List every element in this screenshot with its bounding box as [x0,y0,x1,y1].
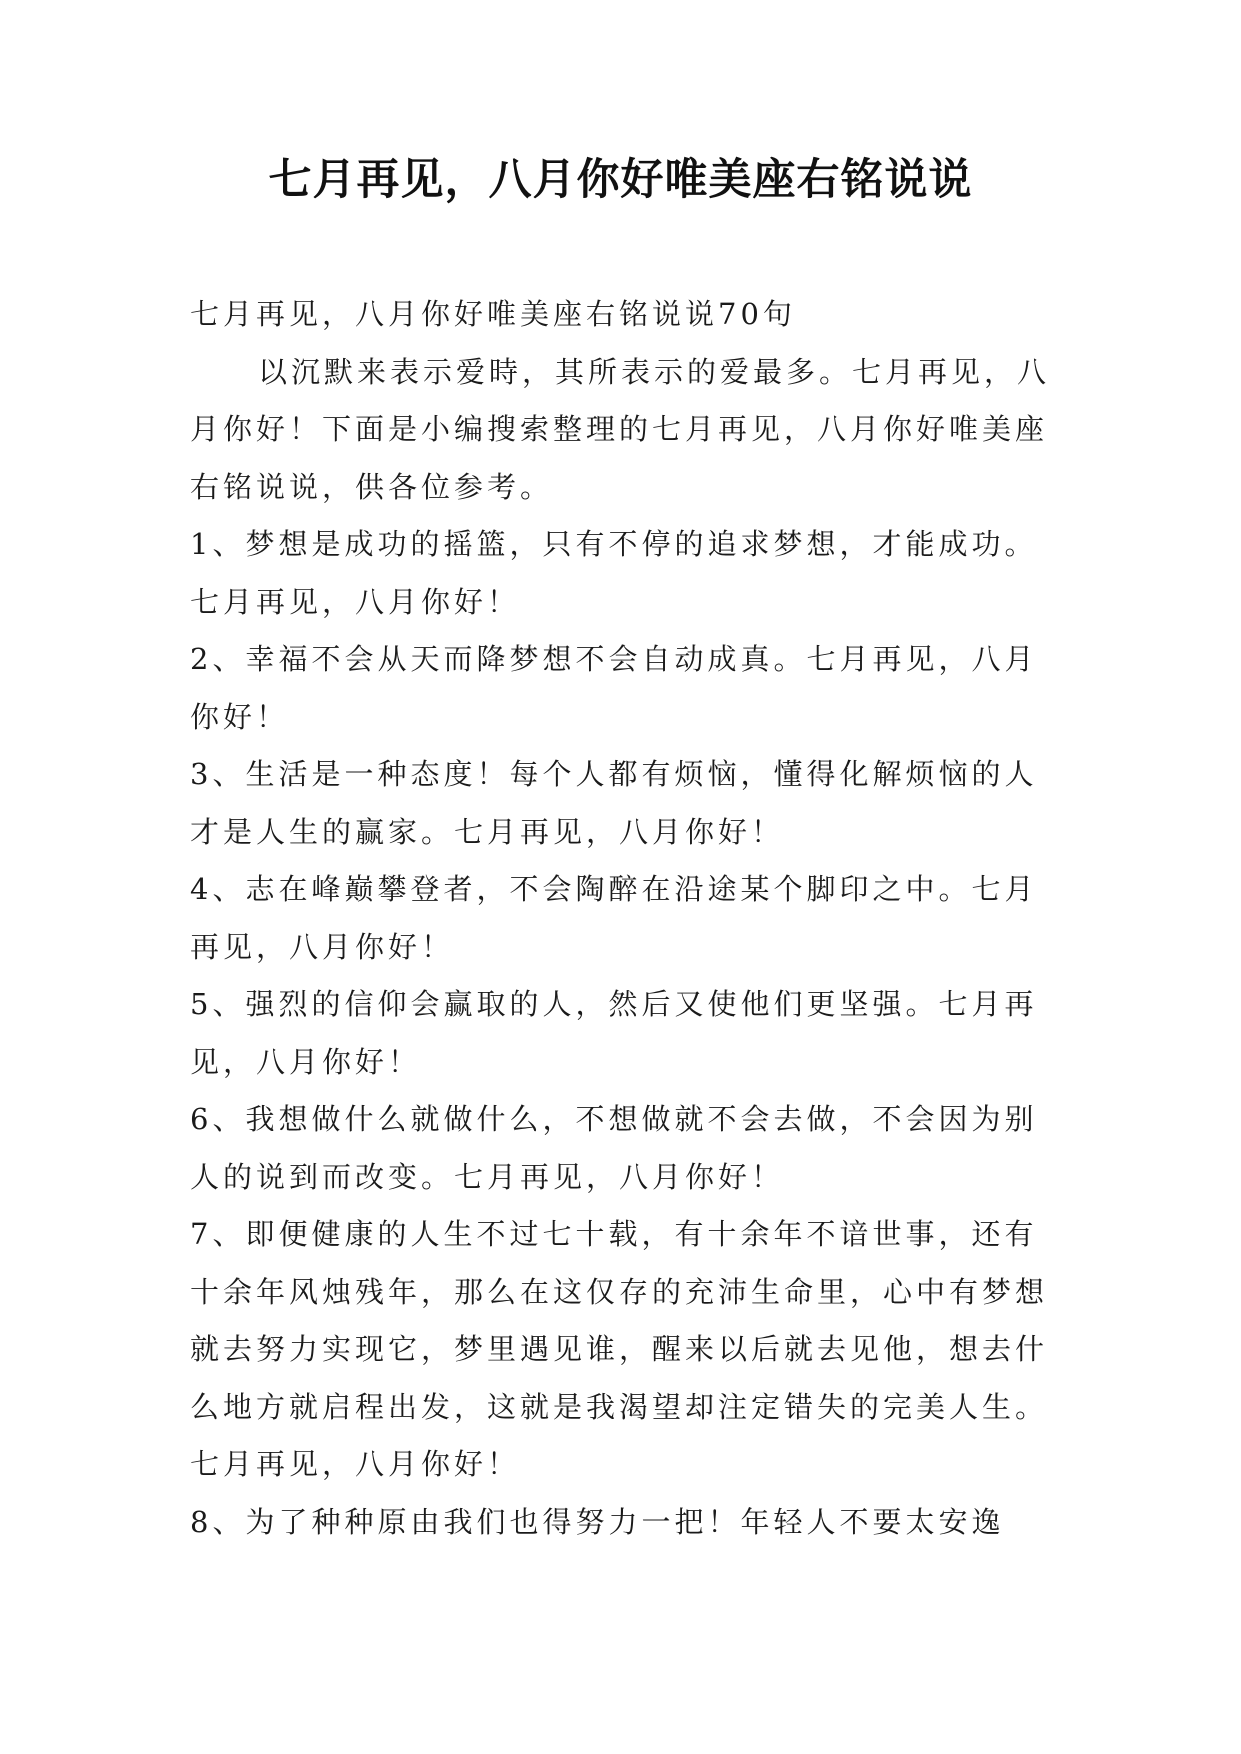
quote-line: 你好！ [190,699,290,734]
quote-line: 十余年风烛残年，那么在这仅存的充沛生命里，心中有梦想 [190,1274,1049,1309]
document-title: 七月再见，八月你好唯美座右铭说说 [268,155,973,205]
quote-line: 6、我想做什么就做什么，不想做就不会去做，不会因为别 [190,1102,1038,1136]
intro-line: 以沉默来表示爱時，其所表示的爱最多。七月再见，八 [258,354,1051,389]
intro-line: 右铭说说，供各位参考。 [190,469,554,504]
intro-line: 月你好！下面是小编搜索整理的七月再见，八月你好唯美座 [190,412,1049,446]
quote-line: 5、强烈的信仰会赢取的人，然后又使他们更坚强。七月再 [190,987,1038,1021]
quote-line: 1、梦想是成功的摇篮，只有不停的追求梦想，才能成功。 [190,527,1038,561]
subtitle-line: 七月再见，八月你好唯美座右铭说说70句 [190,297,796,331]
quote-line: 8、为了种种原由我们也得努力一把！年轻人不要太安逸 [190,1504,1005,1539]
quote-line: 七月再见，八月你好！ [190,1447,521,1481]
quote-line: 七月再见，八月你好！ [190,584,521,619]
quote-line: 见，八月你好！ [190,1044,422,1079]
quote-line: 才是人生的赢家。七月再见，八月你好！ [190,814,785,849]
quote-line: 4、志在峰巅攀登者，不会陶醉在沿途某个脚印之中。七月 [190,872,1038,906]
quote-line: 人的说到而改变。七月再见，八月你好！ [190,1159,785,1194]
quote-line: 么地方就启程出发，这就是我渴望却注定错失的完美人生。 [190,1389,1049,1424]
quote-line: 就去努力实现它，梦里遇见谁，醒来以后就去见他，想去什 [190,1332,1049,1366]
quote-line: 再见，八月你好！ [190,929,455,964]
quote-line: 7、即便健康的人生不过七十载，有十余年不谙世事，还有 [190,1217,1038,1251]
document-body [190,286,1070,1551]
quote-line: 3、生活是一种态度！每个人都有烦恼，懂得化解烦恼的人 [190,757,1038,791]
quote-line: 2、幸福不会从天而降梦想不会自动成真。七月再见，八月 [190,642,1038,676]
